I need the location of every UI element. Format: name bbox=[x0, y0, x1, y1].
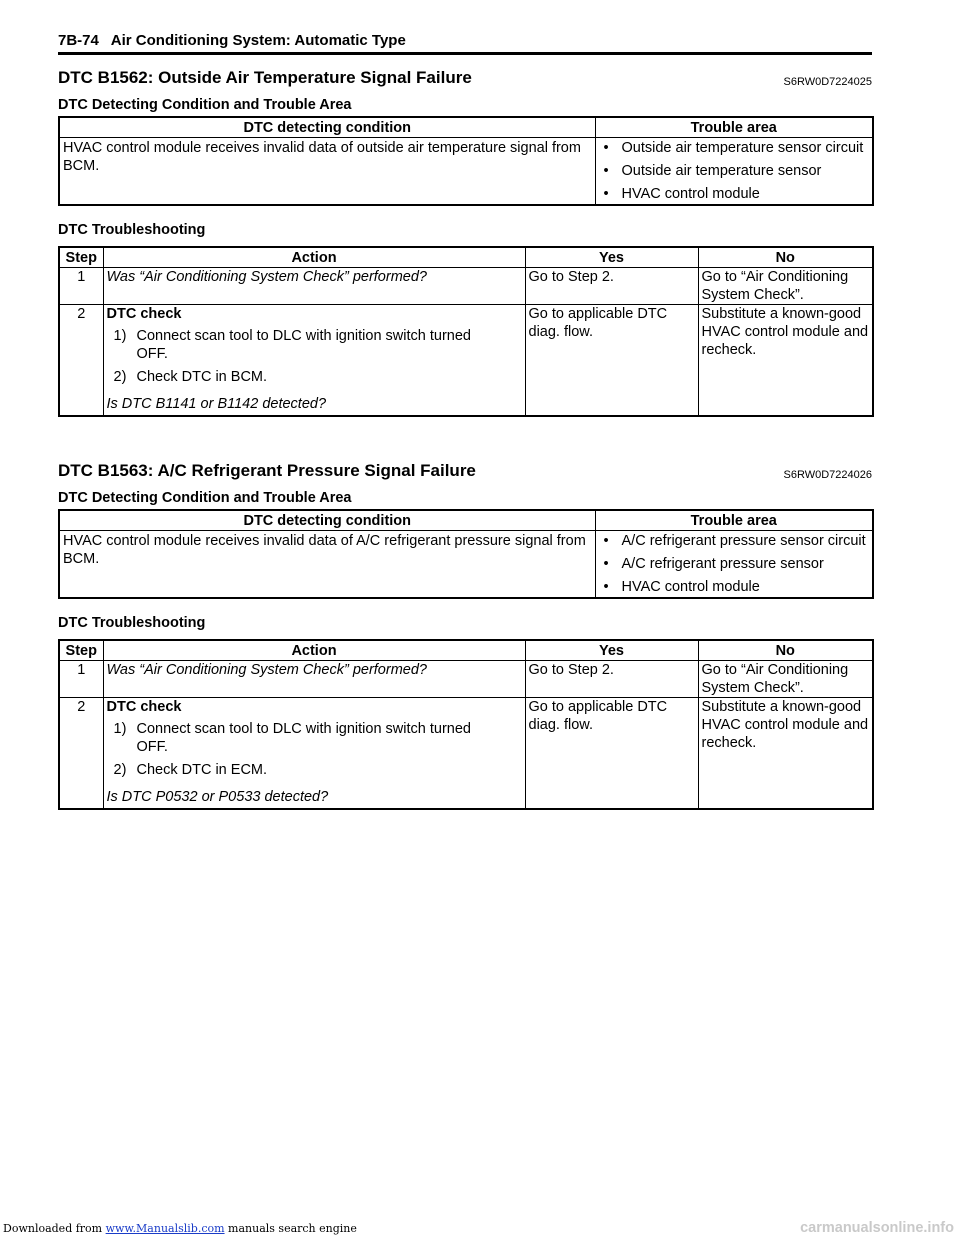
no-cell: Substitute a known-good HVAC control module and recheck. bbox=[698, 305, 873, 417]
action-question: Is DTC B1141 or B1142 detected? bbox=[106, 396, 327, 412]
yes-cell: Go to Step 2. bbox=[525, 268, 698, 305]
table-header-row bbox=[59, 247, 873, 268]
col-header-trouble-area: Trouble area bbox=[595, 117, 873, 138]
no-cell: Go to “Air Conditioning System Check”. bbox=[698, 268, 873, 305]
condition-table bbox=[58, 116, 874, 206]
section-title-text: DTC B1562: Outside Air Temperature Signal Failure bbox=[58, 68, 472, 87]
section-dtc-b1563 bbox=[58, 461, 872, 810]
footer-suffix: manuals search engine bbox=[224, 1222, 357, 1235]
table-header-row bbox=[59, 510, 873, 531]
table-header-row bbox=[59, 117, 873, 138]
table-header-row bbox=[59, 640, 873, 661]
col-header-action: Action bbox=[103, 247, 525, 268]
troubleshooting-table bbox=[58, 639, 874, 810]
troubleshooting-table bbox=[58, 246, 874, 417]
col-header-action: Action bbox=[103, 640, 525, 661]
header-rule bbox=[58, 52, 872, 55]
watermark: carmanualsonline.info bbox=[800, 1220, 954, 1236]
list-item: 2) Check DTC in BCM. bbox=[113, 369, 268, 385]
troubleshooting-heading: DTC Troubleshooting bbox=[58, 615, 206, 631]
col-header-step: Step bbox=[59, 247, 103, 268]
col-header-trouble-area: Trouble area bbox=[595, 510, 873, 531]
list-item: • A/C refrigerant pressure sensor bbox=[603, 556, 824, 572]
col-header-yes: Yes bbox=[525, 247, 698, 268]
table-row bbox=[59, 661, 873, 698]
list-item: • HVAC control module bbox=[603, 579, 760, 595]
list-item: 1) Connect scan tool to DLC with ignition switch turned OFF. bbox=[113, 328, 471, 362]
table-row bbox=[59, 531, 873, 599]
col-header-no: No bbox=[698, 640, 873, 661]
list-item: • HVAC control module bbox=[603, 186, 760, 202]
step-number: 2 bbox=[59, 698, 103, 810]
troubleshooting-heading: DTC Troubleshooting bbox=[58, 222, 206, 238]
list-item: • A/C refrigerant pressure sensor circuit bbox=[603, 533, 866, 549]
condition-heading: DTC Detecting Condition and Trouble Area bbox=[58, 97, 352, 113]
section-code: S6RW0D7224026 bbox=[783, 469, 872, 481]
download-footer bbox=[3, 1222, 357, 1236]
col-header-yes: Yes bbox=[525, 640, 698, 661]
page-header bbox=[58, 31, 872, 51]
list-item: 2) Check DTC in ECM. bbox=[113, 762, 268, 778]
page-header-title: 7B-74 Air Conditioning System: Automatic Type bbox=[58, 32, 406, 49]
manualslib-link[interactable]: www.Manualslib.com bbox=[105, 1222, 225, 1235]
step-number: 2 bbox=[59, 305, 103, 417]
section-title-text: DTC B1563: A/C Refrigerant Pressure Signal Failure bbox=[58, 461, 476, 480]
trouble-area-cell bbox=[595, 531, 873, 599]
list-item: • Outside air temperature sensor circuit bbox=[603, 140, 864, 156]
action-cell: Was “Air Conditioning System Check” performed? bbox=[103, 661, 525, 698]
table-row bbox=[59, 138, 873, 206]
no-cell: Substitute a known-good HVAC control module and recheck. bbox=[698, 698, 873, 810]
no-cell: Go to “Air Conditioning System Check”. bbox=[698, 661, 873, 698]
condition-cell: HVAC control module receives invalid data of A/C refrigerant pressure signal from BCM. bbox=[59, 531, 595, 599]
action-question: Is DTC P0532 or P0533 detected? bbox=[106, 789, 329, 805]
action-cell bbox=[103, 305, 525, 417]
col-header-condition: DTC detecting condition bbox=[59, 117, 595, 138]
section-title bbox=[58, 68, 872, 90]
col-header-step: Step bbox=[59, 640, 103, 661]
table-row bbox=[59, 305, 873, 417]
footer-prefix: Downloaded from bbox=[3, 1222, 106, 1235]
condition-table bbox=[58, 509, 874, 599]
yes-cell: Go to applicable DTC diag. flow. bbox=[525, 698, 698, 810]
yes-cell: Go to applicable DTC diag. flow. bbox=[525, 305, 698, 417]
section-title bbox=[58, 461, 872, 483]
condition-cell: HVAC control module receives invalid data of outside air temperature signal from BCM. bbox=[59, 138, 595, 206]
list-item: • Outside air temperature sensor bbox=[603, 163, 822, 179]
step-number: 1 bbox=[59, 661, 103, 698]
trouble-area-cell bbox=[595, 138, 873, 206]
table-row bbox=[59, 268, 873, 305]
section-code: S6RW0D7224025 bbox=[783, 76, 872, 88]
col-header-condition: DTC detecting condition bbox=[59, 510, 595, 531]
col-header-no: No bbox=[698, 247, 873, 268]
action-title: DTC check bbox=[106, 699, 182, 715]
section-dtc-b1562 bbox=[58, 68, 872, 417]
list-item: 1) Connect scan tool to DLC with ignition switch turned OFF. bbox=[113, 721, 471, 755]
table-row bbox=[59, 698, 873, 810]
action-cell: Was “Air Conditioning System Check” performed? bbox=[103, 268, 525, 305]
action-cell bbox=[103, 698, 525, 810]
condition-heading: DTC Detecting Condition and Trouble Area bbox=[58, 490, 352, 506]
step-number: 1 bbox=[59, 268, 103, 305]
action-title: DTC check bbox=[106, 306, 182, 322]
yes-cell: Go to Step 2. bbox=[525, 661, 698, 698]
